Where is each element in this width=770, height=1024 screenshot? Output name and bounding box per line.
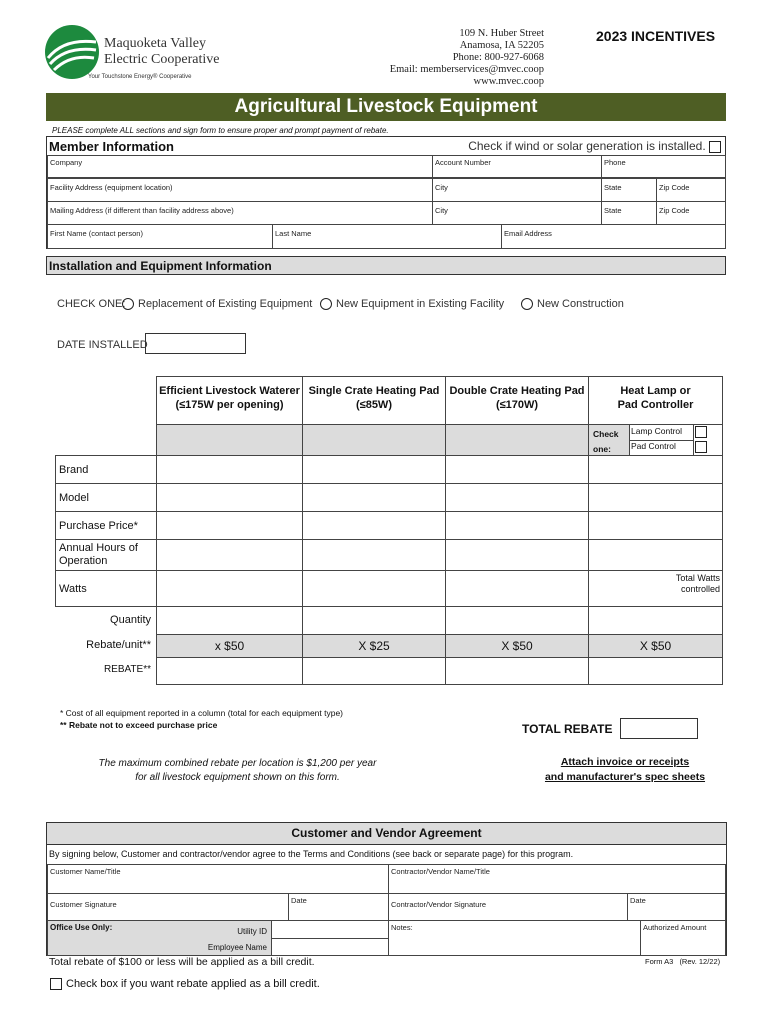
quantity-cell[interactable] — [445, 606, 589, 635]
note-rebate-limit: ** Rebate not to exceed purchase price — [60, 720, 218, 730]
new-equipment-radio[interactable] — [320, 298, 332, 310]
col2-spec: (≤85W) — [356, 399, 392, 411]
watts-label: Watts — [59, 583, 87, 595]
zip-label: Zip Code — [659, 183, 690, 192]
incentives-year: 2023 INCENTIVES — [596, 28, 716, 44]
model-label: Model — [59, 492, 89, 504]
col3-spec: (≤170W) — [495, 399, 539, 411]
install-heading-bar — [46, 256, 726, 275]
grid-cell[interactable] — [302, 483, 446, 512]
member-heading: Member Information — [49, 139, 174, 154]
replacement-radio[interactable] — [122, 298, 134, 310]
grid-cell[interactable] — [445, 455, 589, 484]
utility-id-input[interactable] — [271, 920, 389, 939]
rebate-cell[interactable] — [156, 657, 303, 685]
grid-cell[interactable] — [302, 539, 446, 571]
grid-cell[interactable] — [156, 511, 303, 540]
company-label: Company — [50, 158, 83, 167]
agreement-heading: Customer and Vendor Agreement — [291, 826, 482, 840]
org-name-line2: Electric Cooperative — [104, 52, 220, 67]
mailing-city-label: City — [435, 206, 448, 215]
grid-cell[interactable] — [445, 570, 589, 607]
col1-name: Efficient Livestock Waterer — [159, 385, 300, 397]
grid-cell[interactable] — [588, 455, 723, 484]
grid-cell[interactable] — [588, 483, 723, 512]
cooperative-logo-icon — [44, 24, 100, 80]
generation-checkbox[interactable] — [709, 141, 721, 153]
rebate-label: REBATE** — [103, 664, 151, 675]
grid-cell[interactable] — [588, 570, 723, 607]
rate-col1: x $50 — [214, 639, 245, 653]
form-number: Form A3 — [645, 957, 674, 966]
agreement-section — [46, 822, 727, 956]
grid-cell[interactable] — [588, 511, 723, 540]
install-heading: Installation and Equipment Information — [49, 259, 272, 273]
quantity-label: Quantity — [110, 614, 151, 626]
mailing-state-label: State — [604, 206, 622, 215]
bill-credit-checkbox[interactable] — [50, 978, 62, 990]
new-construction-radio[interactable] — [521, 298, 533, 310]
phone-label: Phone — [604, 158, 626, 167]
first-name-label: First Name (contact person) — [50, 229, 143, 238]
address-line1: 109 N. Huber Street — [459, 28, 544, 39]
quantity-cell[interactable] — [302, 606, 446, 635]
grid-cell[interactable] — [445, 539, 589, 571]
bill-credit-option[interactable] — [50, 978, 320, 990]
page-title: Agricultural Livestock Equipment — [234, 96, 538, 117]
pad-control-label: Pad Control — [631, 441, 676, 451]
col3-name: Double Crate Heating Pad — [449, 385, 585, 397]
total-rebate-label: TOTAL REBATE — [522, 722, 613, 736]
authorized-amount-label: Authorized Amount — [643, 923, 707, 932]
agreement-text: By signing below, Customer and contractor/vendor agree to the Terms and Conditions (see back or separate page) for this program. — [49, 849, 574, 859]
col1-spec: (≤175W per opening) — [175, 399, 284, 411]
col4-spec: Pad Controller — [617, 399, 694, 411]
total-watts-label-2: controlled — [680, 584, 720, 594]
website[interactable]: www.mvec.coop — [473, 76, 544, 87]
col2-name: Single Crate Heating Pad — [308, 385, 440, 397]
instructions: PLEASE complete ALL sections and sign form to ensure proper and prompt payment of rebate. — [52, 126, 389, 135]
rebate-cell[interactable] — [588, 657, 723, 685]
quantity-cell[interactable] — [588, 606, 723, 635]
contractor-signature-label: Contractor/Vendor Signature — [391, 900, 487, 909]
total-rebate-input[interactable] — [620, 718, 698, 739]
last-name-label: Last Name — [275, 229, 312, 238]
rate-col4: X $50 — [639, 639, 672, 653]
contractor-signature-field[interactable] — [388, 893, 628, 921]
grid-cell[interactable] — [445, 511, 589, 540]
check-one-label: CHECK ONE: — [57, 298, 126, 310]
form-revision: (Rev. 12/22) — [679, 957, 721, 966]
city-label: City — [435, 183, 448, 192]
logo — [44, 24, 224, 84]
address-line2: Anamosa, IA 52205 — [459, 40, 544, 51]
grid-cell[interactable] — [588, 539, 723, 571]
annual-hours-label-2: Operation — [59, 555, 108, 567]
attach-line2: and manufacturer's spec sheets — [544, 771, 706, 783]
customer-date-field[interactable] — [288, 893, 389, 921]
note-cost: * Cost of all equipment reported in a column (total for each equipment type) — [60, 708, 344, 718]
check-one-label-2: one: — [593, 444, 611, 454]
brand-label: Brand — [59, 464, 89, 476]
grid-cell[interactable] — [445, 483, 589, 512]
grid-cell[interactable] — [156, 539, 303, 571]
annual-hours-label-1: Annual Hours of — [59, 542, 138, 554]
lamp-control-label: Lamp Control — [631, 426, 683, 436]
email[interactable]: Email: memberservices@mvec.coop — [389, 64, 544, 75]
option-new-equipment[interactable] — [320, 298, 504, 310]
replacement-label: Replacement of Existing Equipment — [138, 298, 313, 310]
bill-credit-note: Total rebate of $100 or less will be applied as a bill credit. — [49, 956, 315, 968]
notes-field[interactable] — [388, 920, 641, 956]
member-info-section — [46, 136, 726, 249]
phone: Phone: 800-927-6068 — [452, 52, 544, 63]
grid-cell[interactable] — [302, 511, 446, 540]
rebate-cell[interactable] — [302, 657, 446, 685]
employee-name-label: Employee Name — [207, 943, 267, 952]
col4-name: Heat Lamp or — [620, 385, 691, 397]
rebate-unit-label: Rebate/unit** — [86, 639, 151, 651]
rate-col3: X $50 — [501, 639, 533, 653]
utility-id-label: Utility ID — [237, 927, 267, 936]
generation-check-label: Check if wind or solar generation is installed. — [468, 139, 706, 153]
attach-line1: Attach invoice or receipts — [560, 756, 690, 768]
state-label: State — [604, 183, 622, 192]
date-installed-label: DATE INSTALLED — [57, 339, 148, 351]
facility-address-label: Facility Address (equipment location) — [50, 183, 173, 192]
contractor-name-label: Contractor/Vendor Name/Title — [391, 867, 490, 876]
customer-date-label: Date — [291, 896, 307, 905]
rate-col2: X $25 — [358, 639, 390, 653]
new-equipment-label: New Equipment in Existing Facility — [336, 298, 505, 310]
option-new-construction[interactable] — [521, 298, 624, 310]
check-one-label-1: Check — [593, 429, 619, 439]
customer-signature-field[interactable] — [47, 893, 289, 921]
grid-cell[interactable] — [156, 483, 303, 512]
contractor-name-field[interactable] — [388, 864, 726, 894]
mailing-address-label: Mailing Address (if different than facility address above) — [50, 206, 234, 215]
authorized-amount-field[interactable] — [640, 920, 726, 956]
contractor-date-field[interactable] — [627, 893, 726, 921]
grid-cell[interactable] — [302, 570, 446, 607]
max-rebate-line1: The maximum combined rebate per location is $1,200 per year — [98, 758, 377, 769]
customer-name-field[interactable] — [47, 864, 389, 894]
quantity-cell[interactable] — [156, 606, 303, 635]
contractor-date-label: Date — [630, 896, 646, 905]
new-construction-label: New Construction — [537, 298, 624, 310]
customer-name-label: Customer Name/Title — [50, 867, 121, 876]
customer-signature-label: Customer Signature — [50, 900, 117, 909]
mailing-zip-label: Zip Code — [659, 206, 690, 215]
notes-label: Notes: — [391, 923, 413, 932]
purchase-price-label: Purchase Price* — [59, 520, 138, 532]
bill-credit-label: Check box if you want rebate applied as a bill credit. — [66, 978, 320, 990]
date-installed-input[interactable] — [145, 333, 246, 354]
office-use-label: Office Use Only: — [50, 923, 113, 932]
grid-cell[interactable] — [156, 570, 303, 607]
org-name-line1: Maquoketa Valley — [104, 36, 206, 51]
email-address-label: Email Address — [504, 229, 552, 238]
rebate-cell[interactable] — [445, 657, 589, 685]
employee-name-input[interactable] — [271, 938, 389, 956]
grid-cell[interactable] — [156, 455, 303, 484]
pad-control-checkbox[interactable] — [695, 441, 707, 453]
option-replacement[interactable] — [122, 298, 312, 310]
max-rebate-line2: for all livestock equipment shown on this form. — [135, 772, 340, 783]
grid-cell[interactable] — [302, 455, 446, 484]
lamp-control-checkbox[interactable] — [695, 426, 707, 438]
total-watts-label-1: Total Watts — [675, 573, 720, 583]
account-label: Account Number — [435, 158, 491, 167]
tagline: Your Touchstone Energy® Cooperative — [88, 74, 192, 80]
title-bar — [46, 93, 726, 121]
